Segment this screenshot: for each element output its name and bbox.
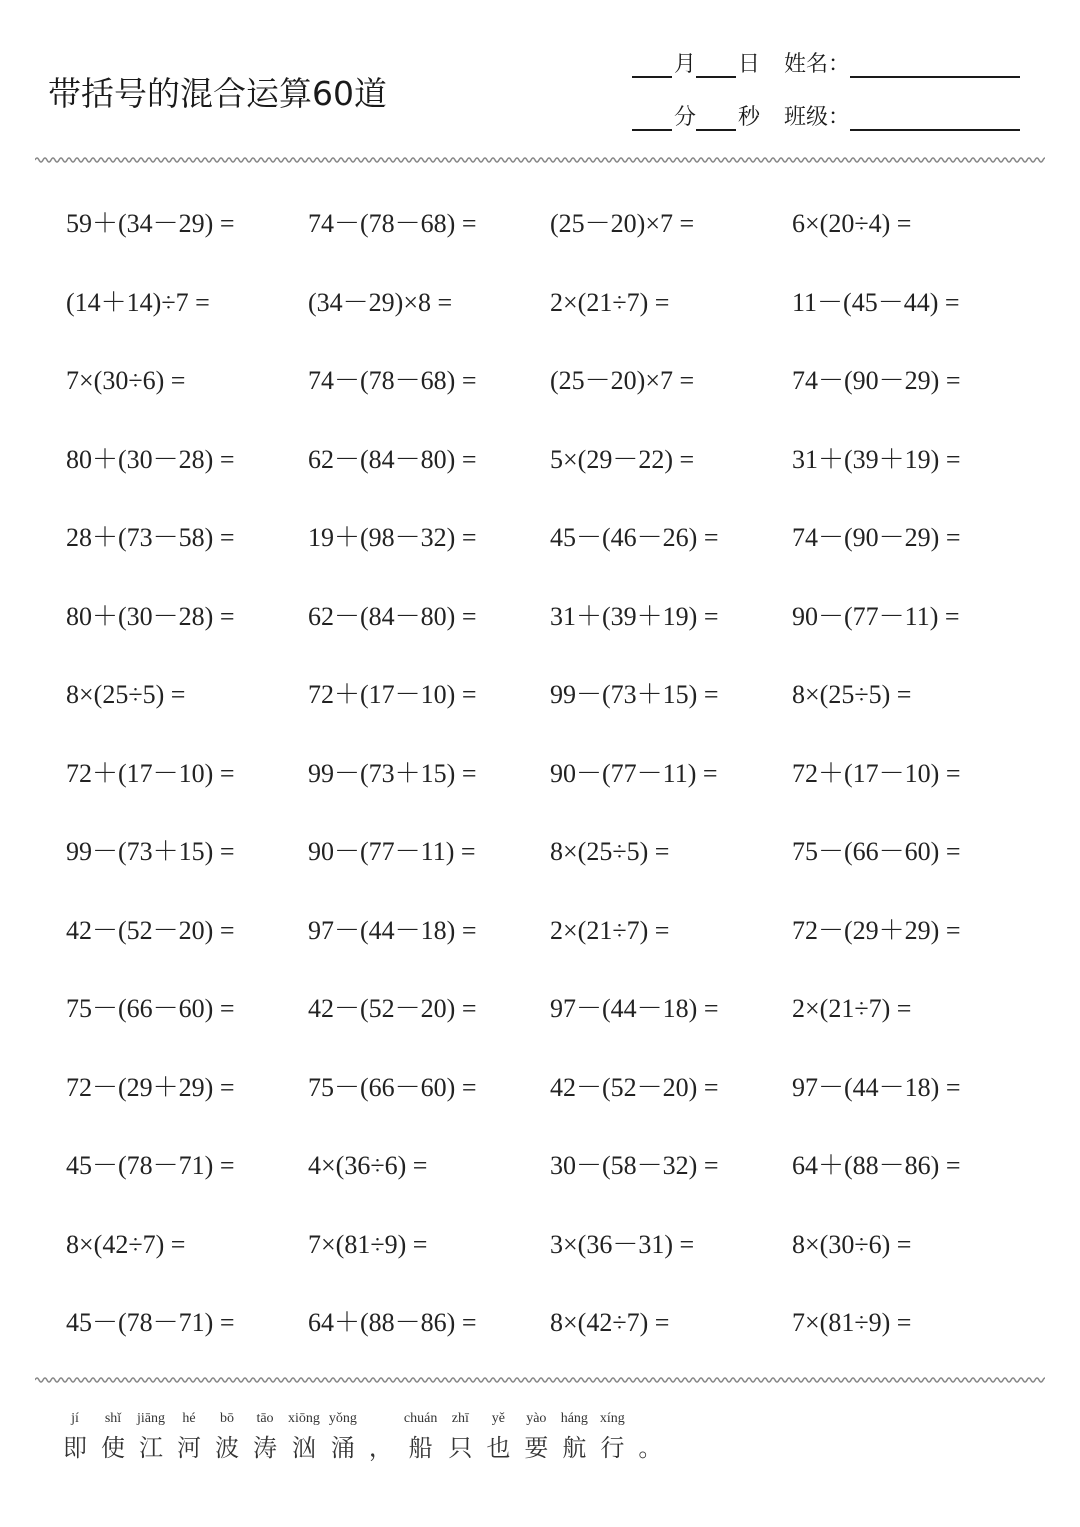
problem-item: 72－(29＋29) =: [66, 1072, 235, 1102]
problem-item: 64＋(88－86) =: [308, 1308, 477, 1337]
problem-item: 6×(20÷4) =: [792, 209, 912, 238]
hanzi-text: 也: [486, 1434, 511, 1462]
problem-item: 42－(52－20) =: [550, 1072, 719, 1102]
problem-item: (25－20)×7 =: [550, 366, 695, 395]
problem-item: 72－(29＋29) =: [792, 915, 961, 945]
problem-item: 62－(84－80) =: [308, 601, 477, 631]
hanzi-text: 使: [101, 1434, 125, 1462]
problem-item: 5×(29－22) =: [550, 444, 695, 474]
pinyin-quote: [60, 1410, 673, 1463]
problem-item: 8×(42÷7) =: [550, 1308, 670, 1337]
day-label: 日: [738, 52, 761, 77]
problem-item: 97－(44－18) =: [792, 1072, 961, 1102]
wavy-line: [35, 1378, 1045, 1382]
problem-item: 2×(21÷7) =: [792, 994, 912, 1023]
problem-item: 7×(30÷6) =: [66, 366, 186, 395]
problem-item: 90－(77－11) =: [550, 758, 718, 788]
problem-item: 7×(81÷9) =: [792, 1308, 912, 1337]
problem-item: 59＋(34－29) =: [66, 209, 235, 238]
problem-item: 42－(52－20) =: [308, 994, 477, 1023]
pinyin-text: xíng: [599, 1411, 625, 1426]
month-blank[interactable]: [632, 50, 672, 78]
problem-item: 72＋(17－10) =: [66, 758, 235, 788]
pinyin-text: tāo: [256, 1411, 274, 1426]
pinyin-text: zhī: [451, 1411, 469, 1426]
problem-item: 97－(44－18) =: [550, 994, 719, 1023]
problem-item: 7×(81÷9) =: [308, 1229, 428, 1259]
problem-item: 74－(78－68) =: [308, 209, 477, 238]
problem-item: 72＋(17－10) =: [308, 680, 477, 709]
pinyin-text: xiōng: [288, 1411, 320, 1426]
pinyin-text: yě: [491, 1411, 505, 1426]
hanzi-text: 汹: [291, 1434, 316, 1462]
hanzi-text: 航: [562, 1434, 587, 1462]
problem-item: 90－(77－11) =: [792, 601, 960, 631]
problem-item: 31＋(39＋19) =: [550, 601, 719, 631]
hanzi-text: 波: [215, 1434, 239, 1462]
hanzi-text: 涛: [253, 1434, 277, 1462]
quote-char: [521, 1410, 551, 1463]
pinyin-text: yǒng: [328, 1411, 357, 1426]
quote-char: [366, 1410, 396, 1463]
problem-item: 30－(58－32) =: [550, 1151, 719, 1180]
pinyin-text: chuán: [403, 1411, 438, 1426]
problem-item: (34－29)×8 =: [308, 287, 453, 317]
quote-char: [328, 1410, 358, 1463]
hanzi-text: 要: [524, 1434, 549, 1462]
problem-item: 42－(52－20) =: [66, 915, 235, 945]
pinyin-text: jí: [71, 1411, 79, 1426]
hanzi-text: 即: [63, 1434, 87, 1462]
name-label: 姓名：: [784, 52, 851, 77]
problem-item: 80＋(30－28) =: [66, 444, 235, 474]
wavy-line: [35, 158, 1045, 162]
problem-item: 97－(44－18) =: [308, 915, 477, 945]
problem-item: 45－(46－26) =: [550, 523, 719, 552]
quote-char: [635, 1410, 665, 1463]
quote-char: [212, 1410, 242, 1463]
quote-char: [174, 1410, 204, 1463]
problem-item: 2×(21÷7) =: [550, 915, 670, 945]
minute-blank[interactable]: [632, 103, 672, 131]
pinyin-text: shǐ: [104, 1411, 122, 1426]
hanzi-text: 河: [177, 1434, 201, 1462]
problem-item: (14＋14)÷7 =: [66, 287, 210, 317]
class-blank[interactable]: [850, 103, 1020, 131]
problem-item: 19＋(98－32) =: [308, 523, 477, 552]
hanzi-text: 江: [139, 1434, 163, 1462]
problem-item: 75－(66－60) =: [66, 994, 235, 1023]
problem-item: 45－(78－71) =: [66, 1151, 235, 1180]
page-title: 带括号的混合运算60道: [48, 74, 387, 113]
problem-grid: [66, 185, 1034, 1363]
problem-item: 80＋(30－28) =: [66, 601, 235, 631]
problem-item: 99－(73＋15) =: [66, 837, 235, 866]
quote-char: [559, 1410, 589, 1463]
top-wavy-divider: [35, 155, 1045, 165]
hanzi-text: 行: [600, 1434, 625, 1462]
pinyin-text: jiāng: [137, 1411, 165, 1426]
minute-label: 分: [674, 105, 697, 130]
date-name-row: [632, 46, 1020, 78]
problem-item: 4×(36÷6) =: [308, 1151, 428, 1180]
problem-item: 11－(45－44) =: [792, 287, 960, 317]
quote-char: [60, 1410, 90, 1463]
problem-item: 8×(25÷5) =: [66, 680, 186, 709]
second-blank[interactable]: [696, 103, 736, 131]
problem-item: 64＋(88－86) =: [792, 1151, 961, 1180]
pinyin-text: hé: [182, 1411, 196, 1426]
problem-item: (25－20)×7 =: [550, 209, 695, 238]
problem-item: 31＋(39＋19) =: [792, 444, 961, 474]
month-label: 月: [674, 52, 697, 77]
problem-item: 75－(66－60) =: [308, 1072, 477, 1102]
hanzi-text: 只: [448, 1434, 473, 1462]
pinyin-text: bō: [220, 1411, 234, 1426]
problem-item: 99－(73＋15) =: [550, 680, 719, 709]
quote-char: [483, 1410, 513, 1463]
hanzi-text: ，: [368, 1434, 393, 1462]
hanzi-text: 。: [638, 1434, 663, 1462]
pinyin-text: yào: [526, 1411, 547, 1426]
second-label: 秒: [738, 105, 761, 130]
name-blank[interactable]: [850, 50, 1020, 78]
problem-item: 75－(66－60) =: [792, 837, 961, 866]
quote-char: [445, 1410, 475, 1463]
hanzi-text: 涌: [330, 1434, 355, 1462]
problem-item: 74－(90－29) =: [792, 523, 961, 552]
problem-item: 3×(36－31) =: [550, 1229, 695, 1259]
quote-char: [597, 1410, 627, 1463]
problem-item: 74－(78－68) =: [308, 366, 477, 395]
quote-char: [250, 1410, 280, 1463]
problem-item: 99－(73＋15) =: [308, 758, 477, 788]
problem-item: 90－(77－11) =: [308, 837, 476, 866]
problem-item: 8×(42÷7) =: [66, 1229, 186, 1259]
quote-char: [404, 1410, 437, 1463]
day-blank[interactable]: [696, 50, 736, 78]
problem-item: 8×(30÷6) =: [792, 1229, 912, 1259]
quote-char: [98, 1410, 128, 1463]
time-class-row: [632, 99, 1020, 131]
problem-item: 72＋(17－10) =: [792, 758, 961, 788]
bottom-wavy-divider: [35, 1375, 1045, 1385]
problem-item: 74－(90－29) =: [792, 366, 961, 395]
problem-item: 62－(84－80) =: [308, 444, 477, 474]
problem-item: 45－(78－71) =: [66, 1308, 235, 1337]
pinyin-text: háng: [560, 1411, 588, 1426]
hanzi-text: 船: [408, 1434, 433, 1462]
problem-item: 28＋(73－58) =: [66, 523, 235, 552]
problem-item: 8×(25÷5) =: [550, 837, 670, 866]
problem-item: 2×(21÷7) =: [550, 287, 670, 317]
quote-char: [136, 1410, 166, 1463]
class-label: 班级：: [784, 105, 851, 130]
quote-char: [288, 1410, 320, 1463]
problem-item: 8×(25÷5) =: [792, 680, 912, 709]
